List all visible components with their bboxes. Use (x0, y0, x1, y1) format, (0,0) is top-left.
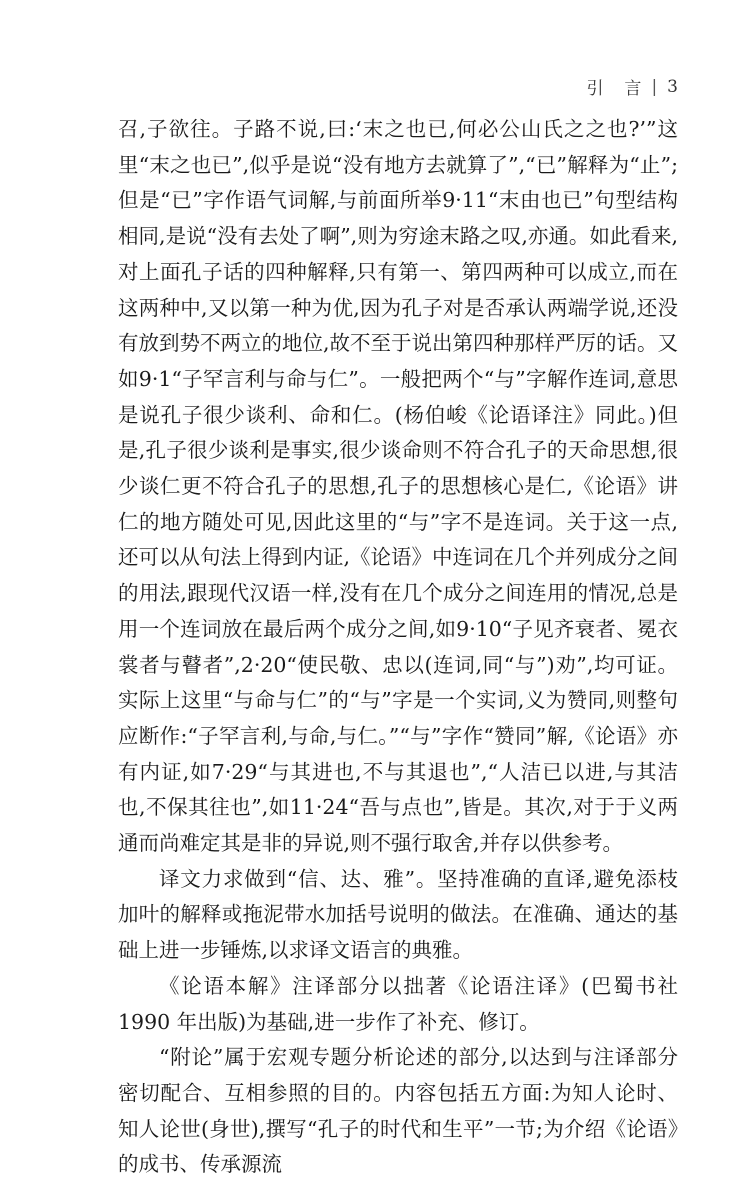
body-text (118, 112, 678, 1183)
header-separator: | (651, 76, 660, 97)
running-header (586, 74, 680, 99)
page-number: 3 (667, 76, 680, 97)
paragraph-basis: 《论语本解》注译部分以拙著《论语注译》(巴蜀书社 1990 年出版)为基础,进一步作了补充、修订。 (118, 973, 678, 1034)
section-title: 引 言 (586, 79, 644, 99)
paragraph-continued: 召,子欲往。子路不说,曰:‘末之也已,何必公山氏之之也?’”这里“末之也已”,似乎是说“没有地方去就算了”,“已”解释为“止”;但是“已”字作语气词解,与前面所举9·11“末由也已”句型结构相同,是说“没有去处了啊”,则为穷途末路之叹,亦通。如此看来,对上面孔子话的四种解释,只有第一、第四两种可以成立,而在这两种中,又以第一种为优,因为孔子对是否承认两端学说,还没有放到势不两立的地位,故不至于说出第四种那样严厉的话。又如9·1“子罕言利与命与仁”。一般把两个“与”字解作连词,意思是说孔子很少谈利、命和仁。(杨伯峻《论语译注》同此。)但是,孔子很少谈利是事实,很少谈命则不符合孔子的天命思想,很少谈仁更不符合孔子的思想,孔子的思想核心是仁,《论语》讲仁的地方随处可见,因此这里的“与”字不是连词。关于这一点,还可以从句法上得到内证,《论语》中连词在几个并列成分之间的用法,跟现代汉语一样,没有在几个成分之间连用的情况,总是用一个连词放在最后两个成分之间,如9·10“子见齐衰者、冕衣裳者与瞽者”,2·20“使民敬、忠以(连词,同“与”)劝”,均可证。实际上这里“与命与仁”的“与”字是一个实词,义为赞同,则整句应断作:“子罕言利,与命,与仁。”“与”字作“赞同”解,《论语》亦有内证,如7·29“与其进也,不与其退也”,“人洁已以进,与其洁也,不保其往也”,如11·24“吾与点也”,皆是。其次,对于于义两通而尚难定其是非的异说,则不强行取舍,并存以供参考。 (118, 117, 679, 856)
paragraph-translation: 译文力求做到“信、达、雅”。坚持准确的直译,避免添枝加叶的解释或拖泥带水加括号说明的做法。在准确、通达的基础上进一步锤炼,以求译文语言的典雅。 (118, 866, 678, 963)
paragraph-appendix: “附论”属于宏观专题分析论述的部分,以达到与注译部分密切配合、互相参照的目的。内容包括五方面:为知人论时、知人论世(身世),撰写“孔子的时代和生平”一节;为介绍《论语》的成书、传承源流 (118, 1045, 678, 1177)
